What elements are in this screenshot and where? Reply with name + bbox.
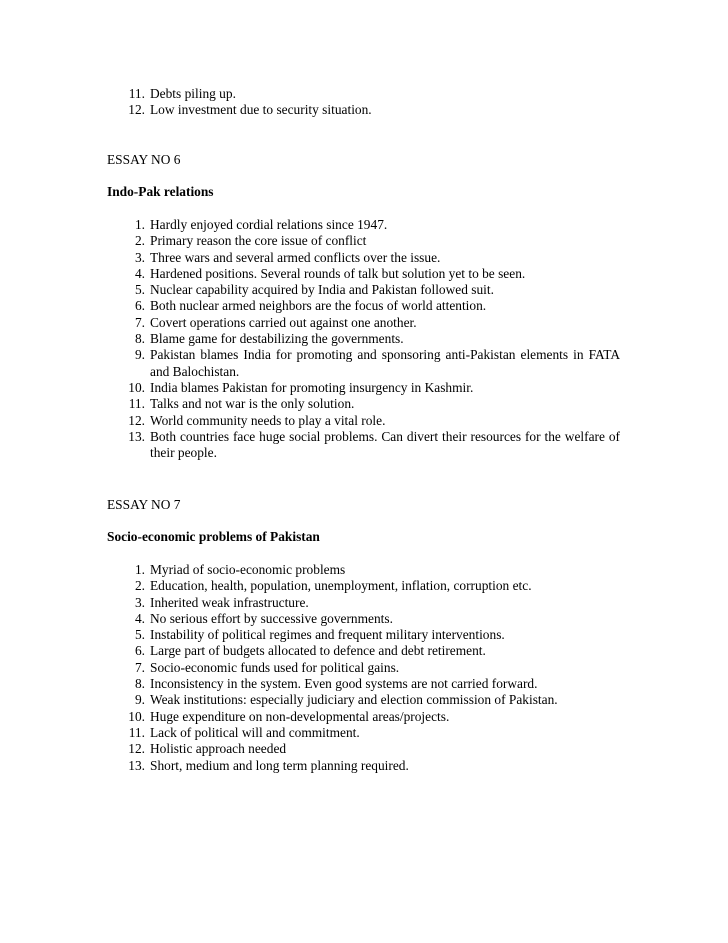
list-item [110,709,620,725]
item-text: Talks and not war is the only solution. [150,396,355,412]
list-item [110,611,620,627]
item-number: 4 . [110,266,145,282]
list-item [110,562,620,578]
item-text: Hardly enjoyed cordial relations since 1947. [150,217,388,232]
item-number: 10 . [110,709,145,725]
item-text: Both nuclear armed neighbors are the focus of world attention. [150,298,487,314]
list-item [110,380,620,396]
list-item [110,643,620,659]
item-text: Primary reason the core issue of conflict [150,233,367,249]
item-number: 12 . [110,741,145,757]
item-text: Low investment due to security situation. [150,102,372,118]
essay6-title: Indo-Pak relations [107,184,214,199]
item-number: 2 . [110,578,145,594]
list-item [110,250,620,266]
list-item [110,578,620,594]
item-text: World community needs to play a vital role. [150,412,386,428]
list-item [110,676,620,692]
item-text: No serious effort by successive governments. [150,610,393,626]
item-text: Three wars and several armed conflicts over the issue. [150,249,441,265]
list-item [110,331,620,347]
item-number: 8 . [110,676,145,692]
item-number: 7 . [110,660,145,676]
item-text: Holistic approach needed [150,741,287,757]
list-item [110,429,620,462]
list-item [110,347,620,380]
essay6-list [110,217,620,461]
essay7-label: ESSAY NO 7 [107,497,181,512]
item-text: Blame game for destabilizing the governments. [150,331,404,347]
item-number: 13 . [110,758,145,774]
list-item [110,692,620,708]
item-number: 6 . [110,643,145,659]
item-number: 3 . [110,250,145,266]
continued-list [110,86,620,119]
item-text: Education, health, population, unemployment, inflation, corruption etc. [150,578,532,594]
item-text: Inconsistency in the system. Even good systems are not carried forward. [150,676,538,692]
list-item [110,627,620,643]
item-number: 13 . [110,429,145,445]
list-item [110,595,620,611]
item-text: Both countries face huge social problems. Can divert their resources for the welfare of their people. [150,428,620,461]
item-text: Lack of political will and commitment. [150,724,360,740]
item-number: 1 . [110,562,145,578]
item-text: Inherited weak infrastructure. [150,594,309,610]
list-item [110,282,620,298]
item-text: India blames Pakistan for promoting insurgency in Kashmir. [150,379,474,395]
item-number: 11 . [110,86,145,102]
item-text: Covert operations carried out against one another. [150,314,417,330]
list-item [110,413,620,429]
item-text: Large part of budgets allocated to defence and debt retirement. [150,643,486,659]
item-text: Short, medium and long term planning required. [150,757,409,773]
list-item [110,396,620,412]
item-text: Pakistan blames India for promoting and sponsoring anti-Pakistan elements in FATA and Balochistan. [150,347,620,379]
item-number: 12 . [110,413,145,429]
item-number: 11 . [110,725,145,741]
list-item [110,298,620,314]
item-number: 8 . [110,331,145,347]
list-item [110,741,620,757]
essay7-title: Socio-economic problems of Pakistan [107,529,320,544]
item-number: 6 . [110,298,145,314]
item-text: Weak institutions: especially judiciary and election commission of Pakistan. [150,692,558,708]
item-text: Socio-economic funds used for political gains. [150,659,400,675]
item-number: 11 . [110,396,145,412]
item-number: 9 . [110,347,145,363]
list-item [110,315,620,331]
essay6-label: ESSAY NO 6 [107,152,181,167]
item-number: 5 . [110,282,145,298]
item-number: 1 . [110,217,145,233]
item-number: 2 . [110,233,145,249]
item-text: Myriad of socio-economic problems [150,562,346,577]
item-number: 3 . [110,595,145,611]
essay7-list [110,562,620,774]
list-item [110,86,620,102]
item-number: 7 . [110,315,145,331]
item-number: 12 . [110,102,145,118]
item-text: Debts piling up. [150,86,236,101]
item-text: Instability of political regimes and frequent military interventions. [150,627,505,643]
list-item [110,233,620,249]
item-text: Hardened positions. Several rounds of talk but solution yet to be seen. [150,265,526,281]
item-number: 4 . [110,611,145,627]
list-item [110,217,620,233]
list-item [110,102,620,118]
list-item [110,758,620,774]
item-text: Nuclear capability acquired by India and Pakistan followed suit. [150,282,494,298]
list-item [110,725,620,741]
item-number: 10 . [110,380,145,396]
item-number: 9 . [110,692,145,708]
item-text: Huge expenditure on non-developmental areas/projects. [150,708,450,724]
item-number: 5 . [110,627,145,643]
list-item [110,266,620,282]
list-item [110,660,620,676]
